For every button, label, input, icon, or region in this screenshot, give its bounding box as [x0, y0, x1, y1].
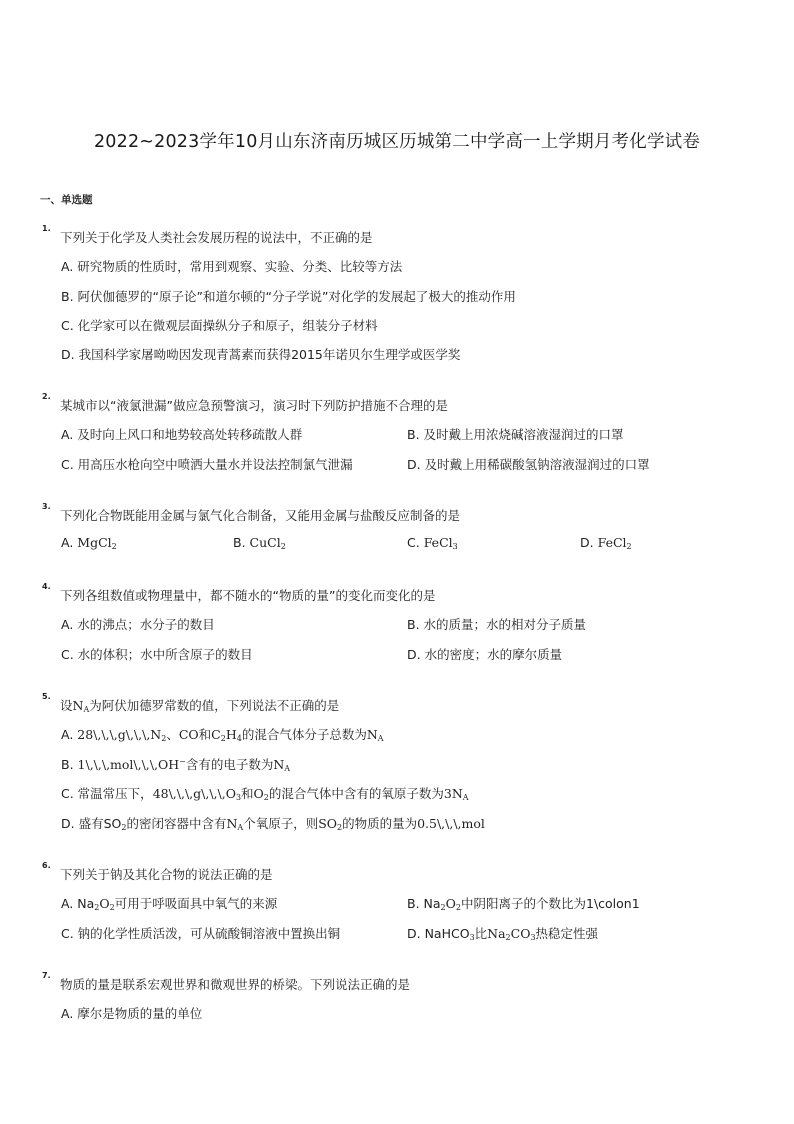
question-stem: 物质的量是联系宏观世界和微观世界的桥梁。下列说法正确的是 [60, 977, 411, 992]
option-b: B. 水的质量；水的相对分子质量 [407, 617, 587, 632]
option-b: B. 1\,\,\,mol\,\,\,OH−含有的电子数为$N_A$ [61, 757, 291, 773]
option-d: D. FeCl$_2$ [580, 535, 632, 551]
option-c: C. 水的体积；水中所含原子的数目 [61, 647, 253, 662]
option-a: A. 水的沸点；水分子的数目 [61, 617, 215, 632]
option-d: D. 及时戴上用稀碳酸氢钠溶液湿润过的口罩 [407, 457, 650, 472]
option-a: A. MgCl$_2$ [61, 535, 117, 551]
option-d: D. 盛有$SO_2$的密闭容器中含有$N_A$个氧原子，则$SO_2$的物质的量为0.5\,\,\,mol [61, 816, 485, 832]
option-b: B. $Na_2O_2$中阴阳离子的个数比为1\colon1 [407, 896, 640, 912]
question-number: 2. [42, 392, 51, 401]
question-number: 3. [42, 502, 51, 511]
option-a: A. $28\backslash,\backslash,\backslash,g\backslash,\backslash,\backslash,N_2$、CO和$C_2H_4$的混合气体分子总数为$N_A$ [61, 727, 384, 743]
question-number: 7. [42, 971, 51, 980]
question-number: 5. [42, 692, 51, 701]
question-stem: 下列关于化学及人类社会发展历程的说法中，不正确的是 [60, 230, 373, 245]
question-stem: 设$N_A$为阿伏加德罗常数的值，下列说法不正确的是 [60, 698, 340, 714]
option-a: A. 及时向上风口和地势较高处转移疏散人群 [61, 427, 303, 442]
option-d: D. 我国科学家屠呦呦因发现青蒿素而获得2015年诺贝尔生理学或医学奖 [61, 347, 461, 362]
option-a: A. $Na_2O_2$可用于呼吸面具中氧气的来源 [61, 896, 278, 912]
option-c: C. 用高压水枪向空中喷洒大量水并设法控制氯气泄漏 [61, 457, 353, 472]
option-b: B. 及时戴上用浓烧碱溶液湿润过的口罩 [407, 427, 624, 442]
option-b: B. CuCl$_2$ [233, 535, 286, 551]
question-stem: 下列化合物既能用金属与氯气化合制备，又能用金属与盐酸反应制备的是 [60, 508, 461, 523]
option-a: A. 摩尔是物质的量的单位 [61, 1006, 203, 1021]
question-number: 6. [42, 861, 51, 870]
question-stem: 下列关于钠及其化合物的说法正确的是 [60, 867, 273, 882]
question-stem: 下列各组数值或物理量中，都不随水的“物质的量”的变化而变化的是 [60, 588, 436, 603]
option-d: D. NaHCO$_3$比$Na_2CO_3$热稳定性强 [407, 926, 599, 942]
option-a: A. 研究物质的性质时，常用到观察、实验、分类、比较等方法 [61, 259, 403, 274]
option-c: C. 常温常压下，$48\backslash,\backslash,\backslash,g\backslash,\backslash,\backslash,O_3$和$O_2$的混合气体中含有的氧原子数为$3N_A$ [61, 786, 469, 802]
option-b: B. 阿伏伽德罗的“原子论”和道尔顿的“分子学说”对化学的发展起了极大的推动作用 [61, 289, 516, 304]
section-heading: 一、单选题 [40, 194, 93, 206]
question-stem: 某城市以“液氯泄漏”做应急预警演习，演习时下列防护措施不合理的是 [60, 398, 448, 413]
option-c: C. FeCl$_3$ [407, 535, 458, 551]
option-d: D. 水的密度；水的摩尔质量 [407, 647, 563, 662]
question-number: 1. [42, 224, 51, 233]
question-number: 4. [42, 582, 51, 591]
page-title: 2022~2023学年10月山东济南历城区历城第二中学高一上学期月考化学试卷 [93, 132, 701, 152]
option-c: C. 钠的化学性质活泼，可从硫酸铜溶液中置换出铜 [61, 926, 341, 941]
option-c: C. 化学家可以在微观层面操纵分子和原子，组装分子材料 [61, 318, 378, 333]
